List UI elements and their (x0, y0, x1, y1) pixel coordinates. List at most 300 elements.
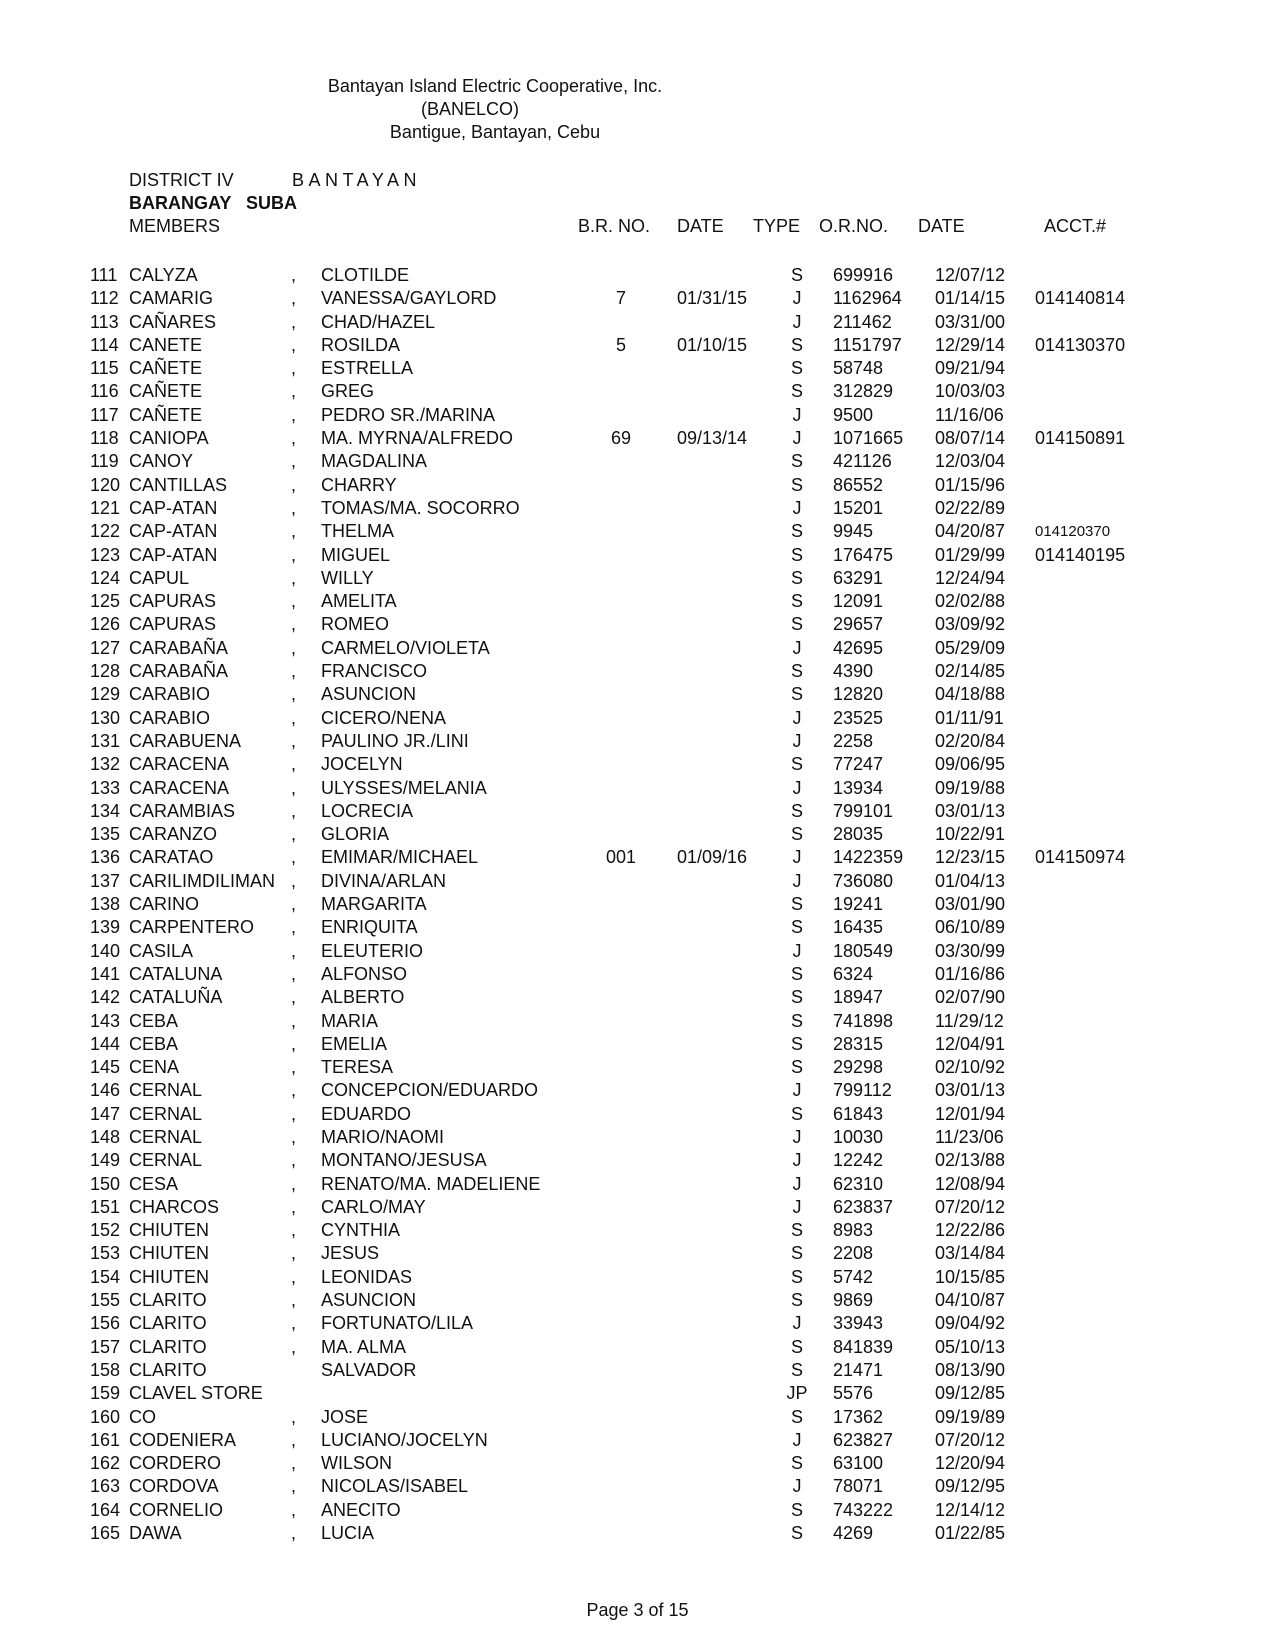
or-date: 05/10/13 (935, 1336, 1006, 1357)
name-separator: , (291, 1406, 297, 1427)
or-number: 6324 (833, 963, 874, 984)
first-name: ROSILDA (321, 334, 401, 355)
table-row (0, 963, 1275, 986)
table-row (0, 497, 1275, 520)
name-separator: , (291, 1499, 297, 1520)
member-type: S (790, 1359, 803, 1380)
first-name: FRANCISCO (321, 661, 428, 682)
row-number: 126 (90, 614, 121, 635)
or-number: 17362 (833, 1406, 884, 1427)
member-type: J (792, 1476, 802, 1497)
members-label: MEMBERS (129, 216, 221, 236)
or-date: 10/15/85 (935, 1266, 1006, 1287)
row-number: 154 (90, 1266, 121, 1287)
or-date: 09/19/88 (935, 777, 1006, 798)
or-date: 09/04/92 (935, 1313, 1006, 1334)
or-date: 12/07/12 (935, 265, 1006, 285)
or-number: 211462 (833, 311, 892, 332)
member-type: S (790, 451, 803, 472)
row-number: 162 (90, 1453, 121, 1474)
member-type: S (790, 754, 803, 775)
org-abbrev: (BANELCO) (420, 99, 519, 119)
name-separator: , (291, 1173, 297, 1194)
first-name: ALFONSO (321, 963, 408, 984)
col-or-date: DATE (918, 216, 965, 236)
table-row (0, 1149, 1275, 1172)
name-separator: , (291, 1290, 297, 1311)
member-type: S (790, 544, 803, 565)
member-type: S (790, 1406, 803, 1427)
table-row (0, 730, 1275, 753)
or-number: 312829 (833, 381, 894, 402)
org-address: Bantigue, Bantayan, Cebu (389, 122, 601, 142)
last-name: CATALUNA (129, 963, 223, 984)
member-type: J (792, 637, 802, 658)
or-number: 15201 (833, 497, 884, 518)
member-type: S (790, 987, 803, 1008)
table-row (0, 637, 1275, 660)
name-separator: , (291, 591, 297, 612)
name-separator: , (291, 1476, 297, 1497)
name-separator: , (291, 1080, 297, 1101)
or-number: 799112 (833, 1080, 892, 1101)
table-row (0, 707, 1275, 730)
or-date: 01/15/96 (935, 474, 1006, 495)
last-name: CAÑETE (129, 404, 203, 425)
first-name: ANECITO (321, 1499, 401, 1520)
account-number: 014140814 (1035, 288, 1126, 309)
or-number: 176475 (833, 544, 894, 565)
first-name: MARIO/NAOMI (321, 1126, 445, 1147)
table-row (0, 1266, 1275, 1289)
member-type: S (790, 1243, 803, 1264)
name-separator: , (291, 474, 297, 495)
member-type: S (790, 334, 803, 355)
name-separator: , (291, 1453, 297, 1474)
or-number: 180549 (833, 940, 894, 961)
first-name: TERESA (321, 1057, 394, 1078)
barangay-label: BARANGAY SUBA (129, 193, 298, 213)
row-number: 116 (90, 381, 119, 402)
or-date: 02/02/88 (935, 591, 1006, 612)
name-separator: , (291, 311, 297, 332)
or-number: 16435 (833, 917, 884, 938)
or-number: 29298 (833, 1057, 884, 1078)
or-date: 12/01/94 (935, 1103, 1006, 1124)
last-name: CARABAÑA (129, 637, 229, 658)
or-date: 12/20/94 (935, 1453, 1006, 1474)
table-row (0, 404, 1275, 427)
member-type: JP (786, 1383, 808, 1404)
last-name: CARABIO (129, 707, 211, 728)
name-separator: , (291, 987, 297, 1008)
last-name: CHIUTEN (129, 1266, 209, 1287)
row-number: 119 (90, 451, 119, 472)
member-type: S (790, 1523, 803, 1544)
first-name: CARMELO/VIOLETA (321, 637, 490, 658)
first-name: CHARRY (321, 474, 397, 495)
or-number: 63291 (833, 567, 884, 588)
col-date: DATE (677, 216, 724, 236)
table-row (0, 893, 1275, 916)
last-name: CARPENTERO (129, 917, 255, 938)
member-type: S (790, 1290, 803, 1311)
name-separator: , (291, 847, 297, 868)
table-row (0, 1336, 1275, 1359)
or-number: 1422359 (833, 847, 904, 868)
table-row (0, 1196, 1275, 1219)
first-name: ENRIQUITA (321, 917, 418, 938)
table-row (0, 1033, 1275, 1056)
row-number: 121 (90, 497, 121, 518)
name-separator: , (291, 451, 297, 472)
district-label: DISTRICT IV (129, 170, 234, 190)
name-separator: , (291, 777, 297, 798)
table-row (0, 427, 1275, 450)
last-name: CESA (129, 1173, 179, 1194)
br-date: 01/31/15 (677, 288, 748, 309)
row-number: 159 (90, 1383, 121, 1404)
row-number: 138 (90, 894, 121, 915)
table-row (0, 916, 1275, 939)
last-name: CARACENA (129, 777, 230, 798)
name-separator: , (291, 1010, 297, 1031)
or-number: 13934 (833, 777, 884, 798)
row-number: 147 (90, 1103, 121, 1124)
or-date: 11/29/12 (935, 1010, 1004, 1031)
table-row (0, 660, 1275, 683)
or-number: 1162964 (833, 288, 902, 309)
last-name: CALYZA (129, 265, 198, 285)
or-number: 58748 (833, 358, 884, 379)
last-name: CLARITO (129, 1336, 207, 1357)
row-number: 161 (90, 1429, 121, 1450)
or-number: 12091 (833, 591, 884, 612)
or-number: 86552 (833, 474, 884, 495)
or-number: 741898 (833, 1010, 894, 1031)
row-number: 157 (90, 1336, 121, 1357)
row-number: 165 (90, 1523, 121, 1544)
row-number: 163 (90, 1476, 121, 1497)
row-number: 118 (90, 428, 119, 449)
or-number: 623837 (833, 1196, 894, 1217)
account-number: 014150891 (1035, 428, 1126, 449)
or-number: 841839 (833, 1336, 894, 1357)
table-row (0, 1499, 1275, 1522)
or-date: 12/23/15 (935, 847, 1006, 868)
row-number: 149 (90, 1150, 121, 1171)
or-date: 02/13/88 (935, 1150, 1006, 1171)
first-name: LUCIANO/JOCELYN (321, 1429, 488, 1450)
member-type: S (790, 567, 803, 588)
account-number: 014130370 (1035, 334, 1126, 355)
member-type: J (792, 1429, 802, 1450)
first-name: MARGARITA (321, 894, 427, 915)
first-name: GREG (321, 381, 375, 402)
row-number: 158 (90, 1359, 121, 1380)
last-name: CARACENA (129, 754, 230, 775)
row-number: 111 (90, 265, 118, 285)
name-separator: , (291, 1196, 297, 1217)
member-type: S (790, 1033, 803, 1054)
member-type: S (790, 1453, 803, 1474)
or-number: 77247 (833, 754, 884, 775)
name-separator: , (291, 334, 297, 355)
table-row (0, 1452, 1275, 1475)
district-name: BANTAYAN (292, 170, 422, 190)
or-date: 01/14/15 (935, 288, 1006, 309)
br-number: 5 (615, 334, 626, 355)
or-number: 2258 (833, 730, 874, 751)
table-row (0, 1289, 1275, 1312)
last-name: CARATAO (129, 847, 214, 868)
last-name: CORDERO (129, 1453, 222, 1474)
or-number: 1151797 (833, 334, 902, 355)
account-number: 014120370 (1035, 523, 1111, 541)
or-date: 01/11/91 (935, 707, 1004, 728)
or-date: 03/09/92 (935, 614, 1006, 635)
table-row (0, 613, 1275, 636)
table-row (0, 311, 1275, 334)
name-separator: , (291, 1523, 297, 1544)
name-separator: , (291, 1057, 297, 1078)
or-number: 9869 (833, 1290, 874, 1311)
or-date: 02/07/90 (935, 987, 1006, 1008)
or-date: 07/20/12 (935, 1196, 1006, 1217)
name-separator: , (291, 707, 297, 728)
first-name: ASUNCION (321, 1290, 417, 1311)
last-name: CAPURAS (129, 591, 217, 612)
last-name: CHIUTEN (129, 1220, 209, 1241)
member-type: J (792, 847, 802, 868)
name-separator: , (291, 358, 297, 379)
or-date: 03/01/13 (935, 1080, 1006, 1101)
or-number: 29657 (833, 614, 884, 635)
table-row (0, 846, 1275, 869)
first-name: RENATO/MA. MADELIENE (321, 1173, 541, 1194)
member-type: J (792, 777, 802, 798)
last-name: CASILA (129, 940, 194, 961)
member-type: J (792, 730, 802, 751)
or-date: 03/30/99 (935, 940, 1006, 961)
member-type: S (790, 614, 803, 635)
first-name: AMELITA (321, 591, 397, 612)
member-type: S (790, 591, 803, 612)
first-name: EMELIA (321, 1033, 388, 1054)
member-type: S (790, 381, 803, 402)
name-separator: , (291, 661, 297, 682)
table-row (0, 450, 1275, 473)
name-separator: , (291, 288, 297, 309)
member-type: J (792, 1150, 802, 1171)
last-name: CODENIERA (129, 1429, 237, 1450)
last-name: CHIUTEN (129, 1243, 209, 1264)
table-row (0, 1429, 1275, 1452)
or-date: 03/14/84 (935, 1243, 1006, 1264)
last-name: CARILIMDILIMAN (129, 870, 276, 891)
name-separator: , (291, 567, 297, 588)
member-type: S (790, 894, 803, 915)
or-date: 12/14/12 (935, 1499, 1006, 1520)
first-name: WILLY (321, 567, 374, 588)
or-number: 9500 (833, 404, 874, 425)
member-type: J (792, 1173, 802, 1194)
or-date: 09/06/95 (935, 754, 1006, 775)
name-separator: , (291, 1103, 297, 1124)
or-number: 4390 (833, 661, 874, 682)
row-number: 125 (90, 591, 121, 612)
or-number: 623827 (833, 1429, 894, 1450)
last-name: CERNAL (129, 1150, 203, 1171)
first-name: WILSON (321, 1453, 393, 1474)
table-row (0, 1079, 1275, 1102)
br-number: 7 (615, 288, 626, 309)
or-date: 04/10/87 (935, 1290, 1006, 1311)
row-number: 112 (90, 288, 119, 309)
first-name: CONCEPCION/EDUARDO (321, 1080, 539, 1101)
last-name: CARAMBIAS (129, 800, 236, 821)
first-name: MIGUEL (321, 544, 391, 565)
first-name: FORTUNATO/LILA (321, 1313, 474, 1334)
name-separator: , (291, 521, 297, 542)
row-number: 140 (90, 940, 121, 961)
or-number: 9945 (833, 521, 874, 542)
first-name: ASUNCION (321, 684, 417, 705)
or-date: 07/20/12 (935, 1429, 1006, 1450)
or-date: 08/07/14 (935, 428, 1006, 449)
row-number: 155 (90, 1290, 121, 1311)
or-number: 18947 (833, 987, 884, 1008)
first-name: JOSE (321, 1406, 369, 1427)
table-row (0, 1126, 1275, 1149)
or-date: 03/01/90 (935, 894, 1006, 915)
member-type: S (790, 917, 803, 938)
name-separator: , (291, 1266, 297, 1287)
member-type: S (790, 800, 803, 821)
last-name: CLARITO (129, 1359, 207, 1380)
or-date: 11/23/06 (935, 1126, 1004, 1147)
table-row (0, 800, 1275, 823)
or-number: 5742 (833, 1266, 874, 1287)
row-number: 117 (90, 404, 119, 425)
or-date: 01/16/86 (935, 963, 1006, 984)
or-date: 12/04/91 (935, 1033, 1006, 1054)
member-type: S (790, 1499, 803, 1520)
last-name: CERNAL (129, 1126, 203, 1147)
first-name: JOCELYN (321, 754, 403, 775)
row-number: 115 (90, 358, 119, 379)
name-separator: , (291, 497, 297, 518)
or-number: 421126 (833, 451, 892, 472)
first-name: NICOLAS/ISABEL (321, 1476, 469, 1497)
or-date: 01/22/85 (935, 1523, 1006, 1544)
member-type: S (790, 1220, 803, 1241)
col-type: TYPE (753, 216, 801, 236)
first-name: GLORIA (321, 824, 390, 845)
or-number: 28035 (833, 824, 884, 845)
last-name: CERNAL (129, 1103, 203, 1124)
table-row (0, 287, 1275, 310)
last-name: CORDOVA (129, 1476, 219, 1497)
or-number: 10030 (833, 1126, 884, 1147)
first-name: CARLO/MAY (321, 1196, 426, 1217)
member-type: S (790, 684, 803, 705)
last-name: CEBA (129, 1033, 179, 1054)
or-number: 736080 (833, 870, 894, 891)
or-date: 12/24/94 (935, 567, 1006, 588)
table-row (0, 1242, 1275, 1265)
member-type: S (790, 265, 803, 285)
row-number: 142 (90, 987, 121, 1008)
first-name: CHAD/HAZEL (321, 311, 436, 332)
name-separator: , (291, 963, 297, 984)
name-separator: , (291, 684, 297, 705)
first-name: MA. MYRNA/ALFREDO (321, 428, 514, 449)
first-name: JESUS (321, 1243, 380, 1264)
or-number: 33943 (833, 1313, 884, 1334)
row-number: 146 (90, 1080, 121, 1101)
table-row (0, 823, 1275, 846)
row-number: 152 (90, 1220, 121, 1241)
table-row (0, 334, 1275, 357)
row-number: 124 (90, 567, 121, 588)
first-name: THELMA (321, 521, 395, 542)
first-name: VANESSA/GAYLORD (321, 288, 497, 309)
member-type: J (792, 940, 802, 961)
member-type: J (792, 404, 802, 425)
first-name: CLOTILDE (321, 265, 410, 285)
first-name: CICERO/NENA (321, 707, 447, 728)
table-row (0, 1173, 1275, 1196)
last-name: CORNELIO (129, 1499, 224, 1520)
table-row (0, 1312, 1275, 1335)
or-date: 03/31/00 (935, 311, 1006, 332)
member-type: S (790, 1010, 803, 1031)
first-name: ROMEO (321, 614, 390, 635)
or-number: 4269 (833, 1523, 874, 1544)
or-date: 10/22/91 (935, 824, 1006, 845)
row-number: 132 (90, 754, 121, 775)
first-name: ULYSSES/MELANIA (321, 777, 487, 798)
row-number: 133 (90, 777, 121, 798)
or-date: 12/03/04 (935, 451, 1006, 472)
row-number: 144 (90, 1033, 121, 1054)
row-number: 131 (90, 730, 121, 751)
name-separator: , (291, 940, 297, 961)
table-row (0, 357, 1275, 380)
row-number: 128 (90, 661, 121, 682)
first-name: MA. ALMA (321, 1336, 407, 1357)
last-name: CO (129, 1406, 156, 1427)
name-separator: , (291, 614, 297, 635)
name-separator: , (291, 1336, 297, 1357)
member-type: J (792, 311, 802, 332)
first-name: EMIMAR/MICHAEL (321, 847, 479, 868)
first-name: TOMAS/MA. SOCORRO (321, 497, 520, 518)
name-separator: , (291, 544, 297, 565)
or-number: 5576 (833, 1383, 874, 1404)
last-name: CAÑARES (129, 311, 217, 332)
row-number: 150 (90, 1173, 121, 1194)
row-number: 130 (90, 707, 121, 728)
or-number: 62310 (833, 1173, 884, 1194)
last-name: CARABAÑA (129, 661, 229, 682)
table-row (0, 777, 1275, 800)
table-row (0, 1010, 1275, 1033)
member-type: J (792, 1126, 802, 1147)
or-date: 12/08/94 (935, 1173, 1006, 1194)
row-number: 127 (90, 637, 121, 658)
